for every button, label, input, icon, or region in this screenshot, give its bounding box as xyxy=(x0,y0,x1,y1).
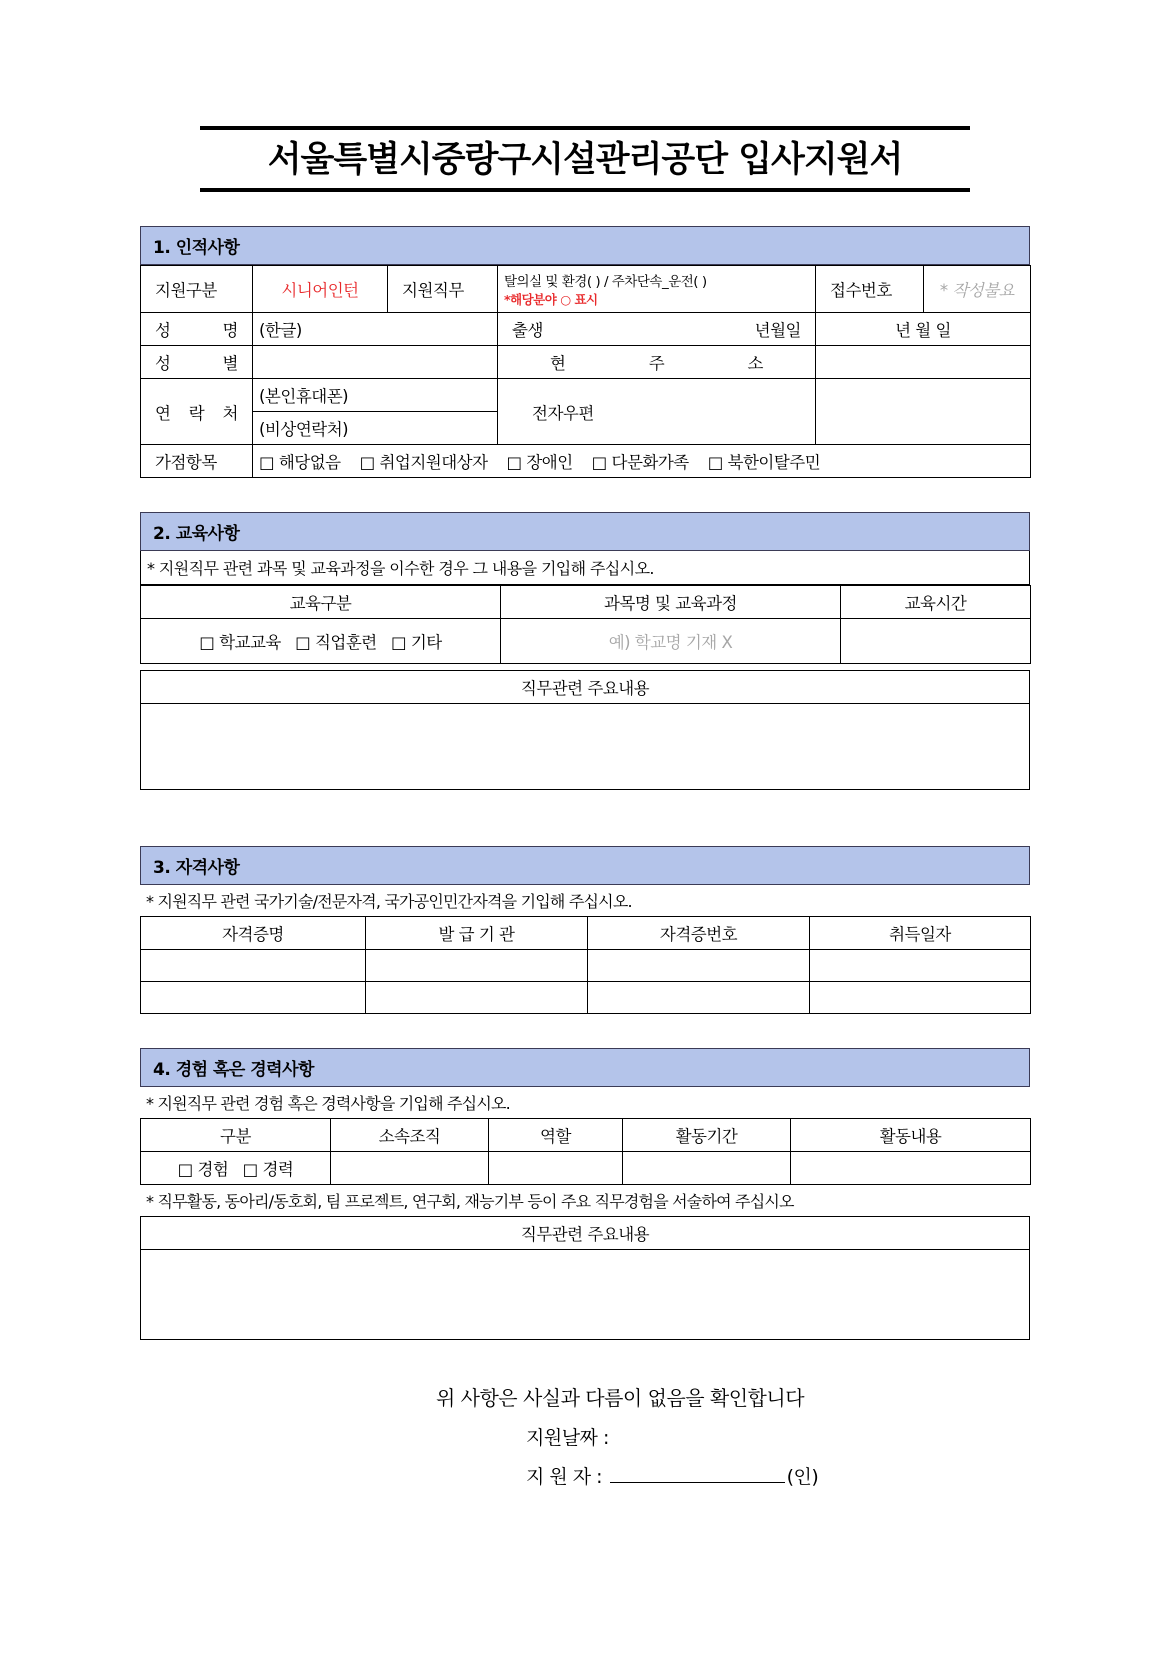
col-organization: 소속조직 xyxy=(331,1119,489,1152)
label-address: 현 주 소 xyxy=(498,346,816,379)
table-row xyxy=(141,619,1031,664)
checkbox-label: 경력 xyxy=(262,1160,294,1180)
table-header-row xyxy=(141,586,1031,619)
section3-table xyxy=(140,916,1031,1014)
section2-detail-table xyxy=(140,670,1030,790)
table-row xyxy=(141,346,1031,379)
col-education-hours: 교육시간 xyxy=(841,586,1031,619)
table-header-row xyxy=(141,671,1030,704)
page-title: 서울특별시중랑구시설관리공단 입사지원서 xyxy=(267,140,903,180)
application-date-line[interactable] xyxy=(140,1411,1030,1450)
input-issuing-authority-2[interactable] xyxy=(366,982,588,1014)
checkbox-label: 해당없음 xyxy=(278,453,341,473)
checkbox-bonus-multicultural[interactable]: □ 다문화가족 xyxy=(591,453,689,473)
experience-type-checkbox-group xyxy=(141,1152,331,1185)
col-certificate-name: 자격증명 xyxy=(141,917,366,950)
apply-job-note: *해당분야 ○ 표시 xyxy=(504,292,598,308)
checkbox-label: 취업지원대상자 xyxy=(379,453,488,473)
checkbox-label: 북한이탈주민 xyxy=(727,453,821,473)
col-issuing-authority: 발 급 기 관 xyxy=(366,917,588,950)
input-certificate-number-2[interactable] xyxy=(588,982,810,1014)
section-experience xyxy=(140,1048,1030,1340)
checkbox-label: 직업훈련 xyxy=(314,633,377,653)
section4-detail-table xyxy=(140,1216,1030,1340)
checkbox-career[interactable]: □ 경력 xyxy=(242,1160,294,1180)
applicant-signature-line[interactable] xyxy=(140,1450,1030,1489)
input-issuing-authority-1[interactable] xyxy=(366,950,588,982)
confirmation-statement: 위 사항은 사실과 다름이 없음을 확인합니다 xyxy=(435,1386,805,1411)
section1-table xyxy=(140,265,1031,478)
section4-detail-header: 직무관련 주요내용 xyxy=(141,1217,1030,1250)
seal-label: (인) xyxy=(786,1466,819,1489)
input-acquisition-date-2[interactable] xyxy=(810,982,1031,1014)
signature-blank[interactable] xyxy=(610,1464,785,1483)
checkbox-bonus-none[interactable]: □ 해당없음 xyxy=(259,453,341,473)
table-row xyxy=(141,1152,1031,1185)
spacer xyxy=(0,192,1170,226)
application-date-label: 지원날짜 : xyxy=(526,1427,609,1450)
input-name[interactable]: (한글) xyxy=(253,313,498,346)
receipt-number-note: * 작성불요 xyxy=(924,266,1031,313)
input-activity-content[interactable] xyxy=(791,1152,1031,1185)
input-section2-detail[interactable] xyxy=(141,704,1030,790)
table-header-row xyxy=(141,1119,1031,1152)
checkbox-label: 학교교육 xyxy=(219,633,281,653)
section2-table xyxy=(140,585,1031,664)
checkbox-other-education[interactable]: □ 기타 xyxy=(390,633,442,653)
section1-header: 1. 인적사항 xyxy=(140,226,1030,265)
spacer xyxy=(0,478,1170,512)
checkbox-label: 다문화가족 xyxy=(611,453,689,473)
value-apply-type[interactable]: 시니어인턴 xyxy=(253,266,388,313)
table-row xyxy=(141,1250,1030,1340)
input-certificate-name-2[interactable] xyxy=(141,982,366,1014)
table-row xyxy=(141,313,1031,346)
checkbox-label: 장애인 xyxy=(526,453,573,473)
table-row xyxy=(141,379,1031,445)
col-certificate-number: 자격증번호 xyxy=(588,917,810,950)
label-receipt-number: 접수번호 xyxy=(816,266,924,313)
input-role[interactable] xyxy=(489,1152,623,1185)
input-activity-period[interactable] xyxy=(623,1152,791,1185)
table-row xyxy=(141,266,1031,313)
input-mobile-phone[interactable]: (본인휴대폰) xyxy=(253,379,497,412)
contact-fields xyxy=(253,379,498,445)
section2-header: 2. 교육사항 xyxy=(140,512,1030,551)
col-role: 역할 xyxy=(489,1119,623,1152)
section4-header: 4. 경험 혹은 경력사항 xyxy=(140,1048,1030,1087)
spacer xyxy=(0,1014,1170,1048)
label-name: 성 명 xyxy=(141,313,253,346)
input-email[interactable] xyxy=(816,379,1031,445)
table-row xyxy=(141,950,1031,982)
input-education-hours[interactable] xyxy=(841,619,1031,664)
document-title-block xyxy=(200,0,970,192)
label-email: 전자우편 xyxy=(498,379,816,445)
checkbox-experience[interactable]: □ 경험 xyxy=(177,1160,229,1180)
input-emergency-contact[interactable]: (비상연락처) xyxy=(259,420,349,440)
table-row xyxy=(141,982,1031,1014)
col-experience-type: 구분 xyxy=(141,1119,331,1152)
col-course-name: 과목명 및 교육과정 xyxy=(501,586,841,619)
apply-job-options: 탈의실 및 환경( ) / 주차단속_운전( ) xyxy=(504,274,707,291)
section2-detail-header: 직무관련 주요내용 xyxy=(141,671,1030,704)
section-certifications xyxy=(140,846,1030,1014)
education-type-checkbox-group xyxy=(141,619,501,664)
label-birth-date: 출생 년월일 xyxy=(498,313,816,346)
input-birth-date[interactable]: 년 월 일 xyxy=(816,313,1031,346)
section-personal-info xyxy=(140,226,1030,478)
col-acquisition-date: 취득일자 xyxy=(810,917,1031,950)
section3-note: * 지원직무 관련 국가기술/전문자격, 국가공인민간자격을 기입해 주십시오. xyxy=(146,892,632,912)
col-activity-content: 활동내용 xyxy=(791,1119,1031,1152)
input-certificate-number-1[interactable] xyxy=(588,950,810,982)
spacer xyxy=(0,790,1170,846)
label-contact: 연 락 처 xyxy=(141,379,253,445)
section3-header: 3. 자격사항 xyxy=(140,846,1030,885)
table-header-row xyxy=(141,917,1031,950)
section4-note2: * 직무활동, 동아리/동호회, 팀 프로젝트, 연구회, 재능기부 등이 주요 직무경험을 서술하여 주십시오 xyxy=(146,1192,794,1212)
checkbox-label: 경험 xyxy=(197,1160,229,1180)
table-row xyxy=(141,445,1031,478)
input-gender[interactable] xyxy=(253,346,498,379)
label-bonus-items: 가점항목 xyxy=(141,445,253,478)
input-address[interactable] xyxy=(816,346,1031,379)
checkbox-label: 기타 xyxy=(410,633,442,653)
table-header-row xyxy=(141,1217,1030,1250)
checkbox-bonus-employment-support[interactable]: □ 취업지원대상자 xyxy=(359,453,488,473)
input-acquisition-date-1[interactable] xyxy=(810,950,1031,982)
label-gender: 성 별 xyxy=(141,346,253,379)
section4-table xyxy=(140,1118,1031,1185)
section-education xyxy=(140,512,1030,790)
checkbox-bonus-disabled[interactable]: □ 장애인 xyxy=(506,453,573,473)
checkbox-vocational-training[interactable]: □ 직업훈련 xyxy=(295,633,377,653)
col-activity-period: 활동기간 xyxy=(623,1119,791,1152)
label-apply-job: 지원직무 xyxy=(388,266,498,313)
label-apply-type: 지원구분 xyxy=(141,266,253,313)
section4-note: * 지원직무 관련 경험 혹은 경력사항을 기입해 주십시오. xyxy=(146,1094,510,1114)
apply-job-options-cell[interactable] xyxy=(498,266,816,313)
applicant-label: 지 원 자 : xyxy=(526,1466,603,1489)
col-education-type: 교육구분 xyxy=(141,586,501,619)
input-section4-detail[interactable] xyxy=(141,1250,1030,1340)
input-course-name[interactable]: 예) 학교명 기재 X xyxy=(501,619,841,664)
section2-note: * 지원직무 관련 과목 및 교육과정을 이수한 경우 그 내용을 기입해 주십시오. xyxy=(140,551,1030,585)
input-certificate-name-1[interactable] xyxy=(141,950,366,982)
checkbox-bonus-north-korean-defector[interactable]: □ 북한이탈주민 xyxy=(707,453,821,473)
signature-block xyxy=(140,1340,1030,1489)
table-row xyxy=(141,704,1030,790)
bonus-checkbox-group xyxy=(253,445,1031,478)
checkbox-school-education[interactable]: □ 학교교육 xyxy=(199,633,281,653)
input-organization[interactable] xyxy=(331,1152,489,1185)
